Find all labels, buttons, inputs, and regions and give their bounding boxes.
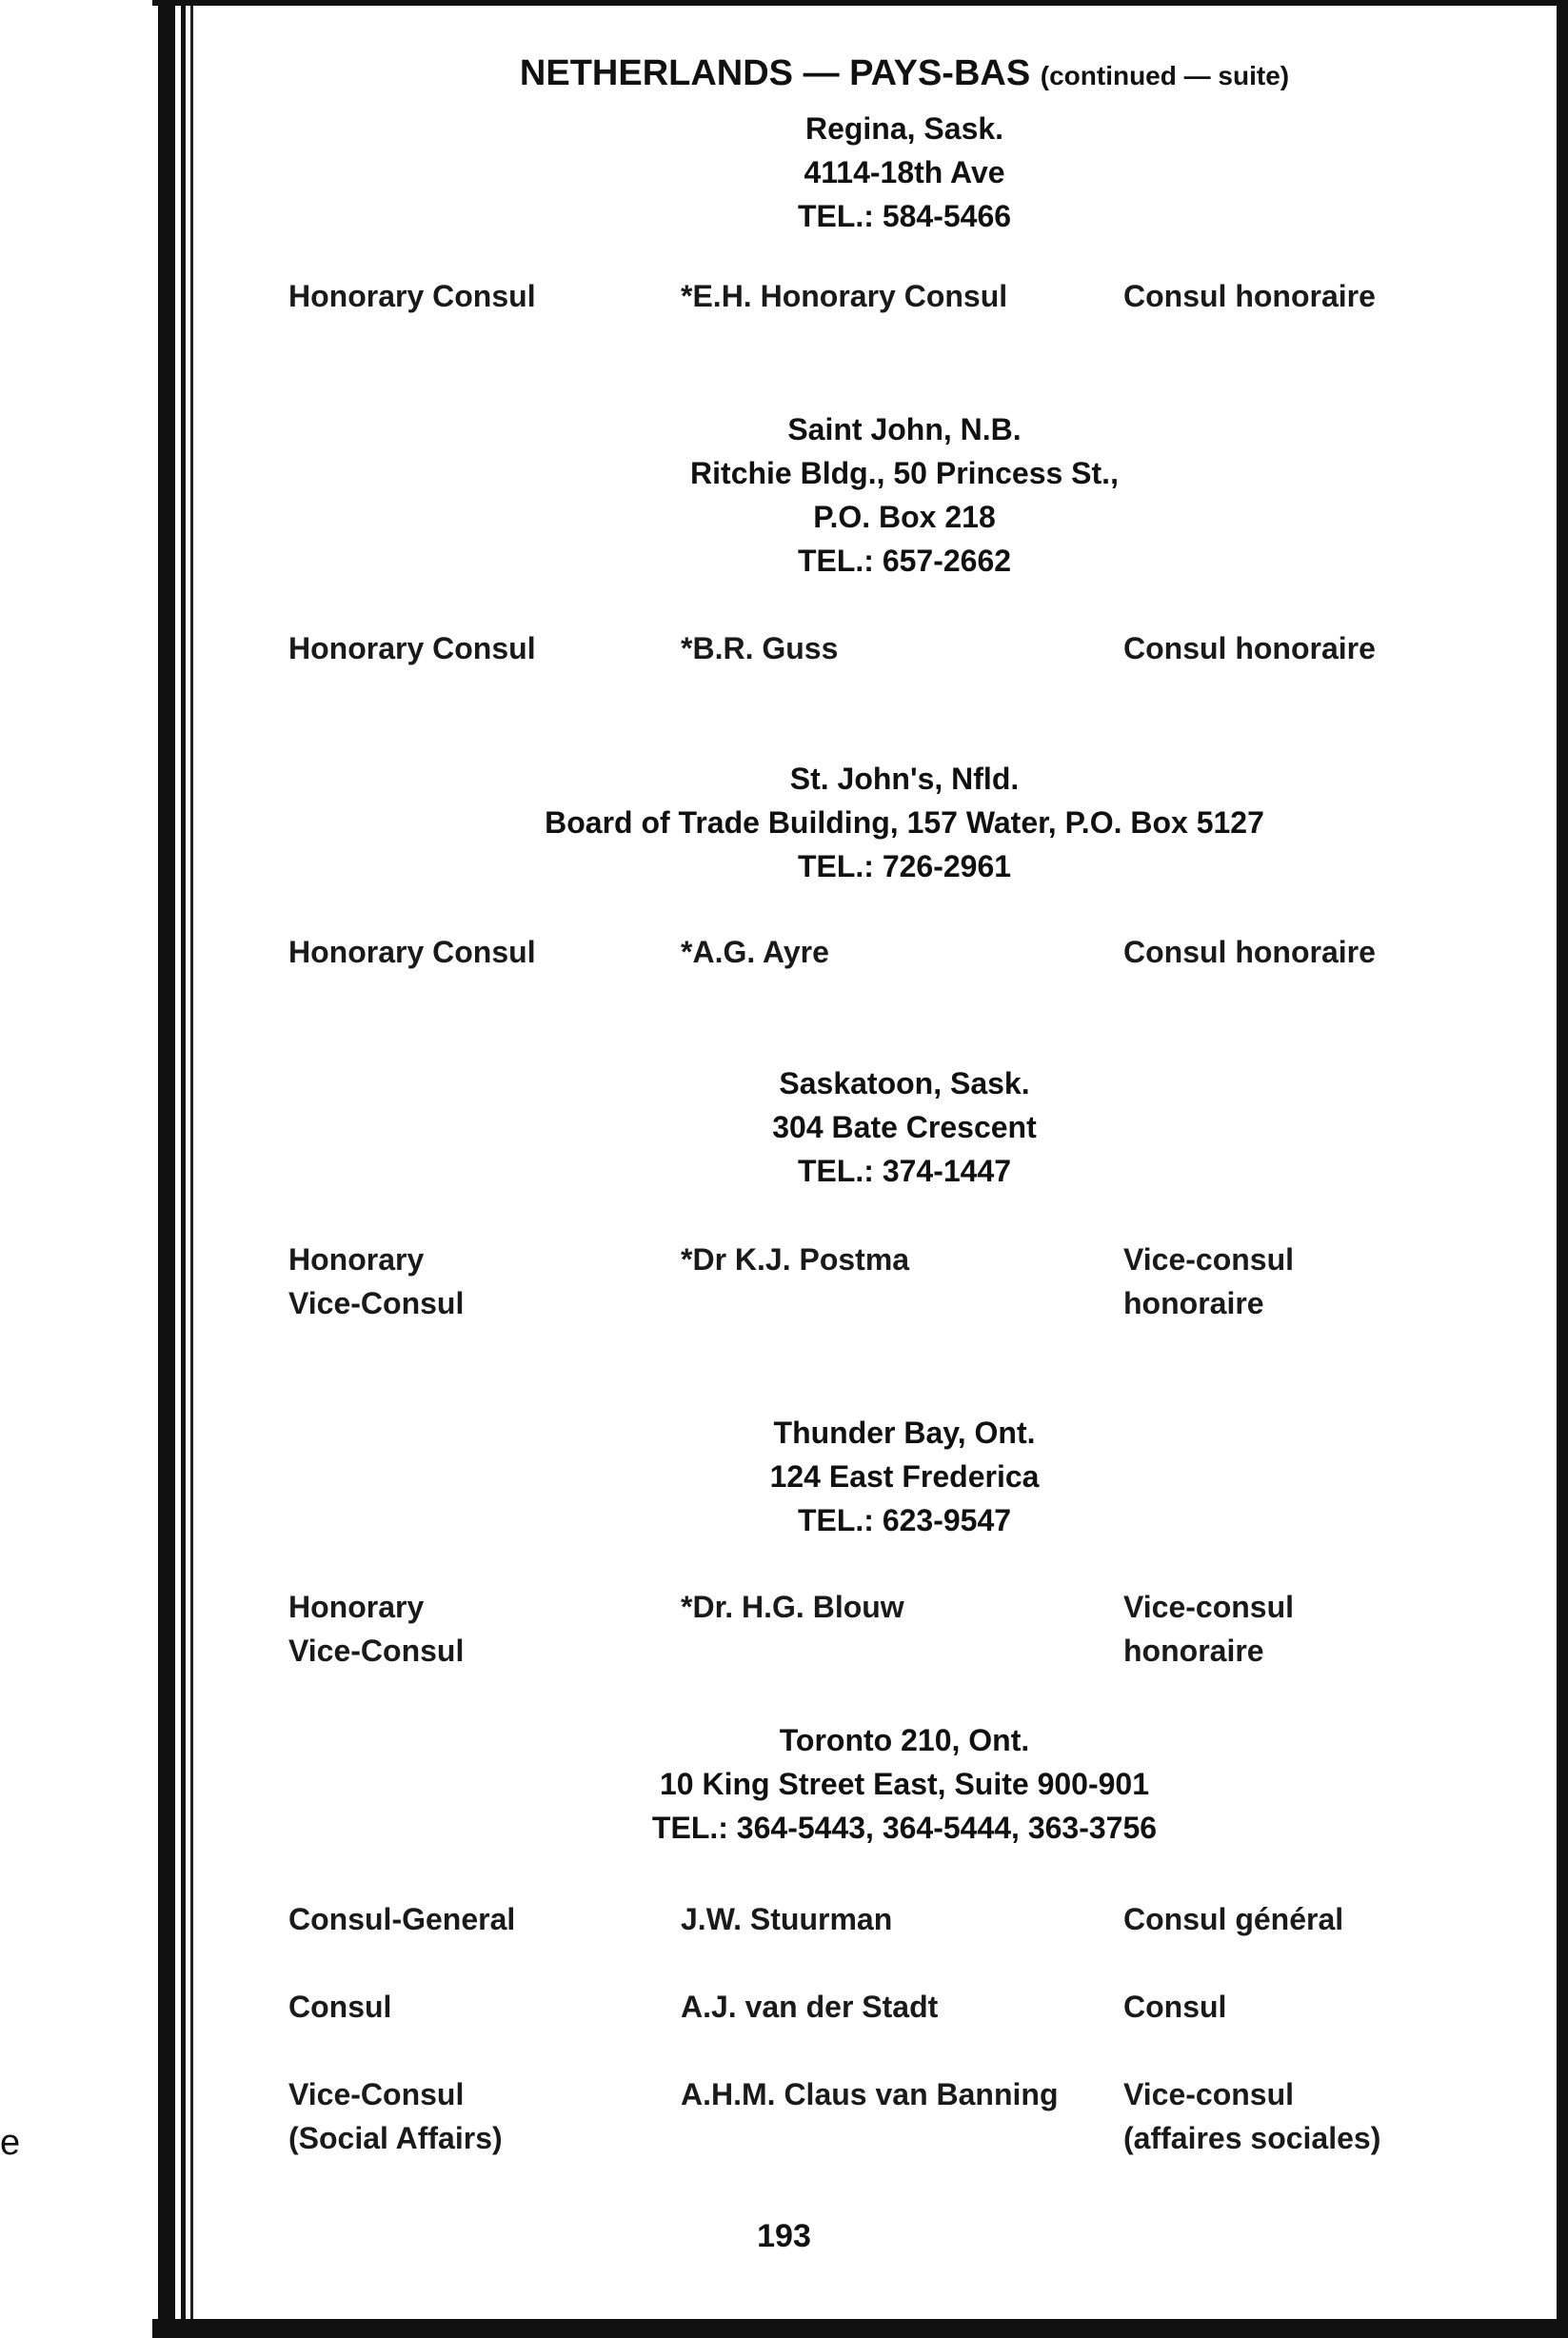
- entry-name: *Dr K.J. Postma: [681, 1242, 910, 1277]
- address-line: 4114-18th Ave: [804, 155, 1005, 189]
- section-address: [286, 1718, 1523, 1850]
- address-line: St. John's, Nfld.: [789, 762, 1020, 796]
- entry-title-en: Honorary Consul: [288, 935, 536, 969]
- entry-name: *B.R. Guss: [681, 631, 839, 665]
- heading-subtitle: (continued — suite): [1040, 61, 1290, 90]
- title-line: Vice-Consul: [288, 2077, 465, 2111]
- right-scan-edge: [1557, 0, 1568, 2338]
- section-address: [286, 107, 1523, 238]
- title-line: Vice-Consul: [288, 1634, 465, 1668]
- entry-title-fr: Consul honoraire: [1123, 935, 1376, 969]
- address-line: Saskatoon, Sask.: [779, 1066, 1030, 1100]
- page-number: 193: [757, 2218, 811, 2254]
- binding-bar: [181, 0, 186, 2338]
- address-line: Board of Trade Building, 157 Water, P.O. Box 5127: [545, 805, 1264, 840]
- heading-title: NETHERLANDS — PAYS-BAS: [519, 53, 1031, 93]
- address-line: TEL.: 364-5443, 364-5444, 363-3756: [651, 1811, 1158, 1845]
- entry-name: A.J. van der Stadt: [681, 1990, 939, 2024]
- address-line: Ritchie Bldg., 50 Princess St.,: [690, 456, 1119, 490]
- entry-title-en: Consul-General: [288, 1902, 516, 1936]
- address-line: 124 East Frederica: [769, 1459, 1040, 1494]
- title-line: Vice-consul: [1123, 1242, 1295, 1277]
- entry-title-fr: [1123, 1238, 1523, 1325]
- section-address: [286, 1061, 1523, 1193]
- entry-title-en: Honorary Consul: [288, 631, 536, 665]
- entry-title-en: [288, 1585, 650, 1673]
- address-line: TEL.: 657-2662: [797, 544, 1012, 578]
- entry-title-en: Consul: [288, 1990, 392, 2024]
- entry-title-fr: Consul général: [1123, 1902, 1344, 1936]
- binding-bar: [158, 0, 175, 2338]
- section-address: [286, 407, 1523, 583]
- address-line: P.O. Box 218: [813, 500, 996, 534]
- title-line: Vice-Consul: [288, 1286, 465, 1320]
- margin-letter: e: [0, 2123, 21, 2163]
- address-line: TEL.: 726-2961: [797, 849, 1012, 883]
- address-line: 304 Bate Crescent: [772, 1110, 1037, 1144]
- address-line: Regina, Sask.: [804, 111, 1004, 146]
- entry-title-fr: Consul: [1123, 1990, 1227, 2024]
- entry-title-en: [288, 1238, 650, 1325]
- bottom-scan-edge: [152, 2319, 1568, 2338]
- title-line: (affaires sociales): [1123, 2121, 1381, 2155]
- title-line: honoraire: [1123, 1286, 1264, 1320]
- entry-title-fr: Consul honoraire: [1123, 631, 1376, 665]
- entry-name: *A.G. Ayre: [681, 935, 829, 969]
- entry-title-fr: [1123, 2072, 1523, 2160]
- binding-bar: [190, 0, 193, 2338]
- address-line: Thunder Bay, Ont.: [773, 1416, 1036, 1450]
- section-address: [286, 757, 1523, 888]
- address-line: Saint John, N.B.: [787, 412, 1022, 446]
- title-line: (Social Affairs): [288, 2121, 503, 2155]
- page-heading: [286, 53, 1523, 94]
- address-line: 10 King Street East, Suite 900-901: [660, 1767, 1149, 1801]
- entry-title-en: [288, 2072, 650, 2160]
- title-line: Vice-consul: [1123, 1590, 1295, 1624]
- title-line: Honorary: [288, 1242, 425, 1277]
- top-scan-edge: [152, 0, 1568, 6]
- entry-name: *E.H. Honorary Consul: [681, 279, 1008, 313]
- entry-title-en: Honorary Consul: [288, 279, 536, 313]
- address-line: Toronto 210, Ont.: [779, 1723, 1030, 1757]
- address-line: TEL.: 584-5466: [797, 199, 1012, 233]
- title-line: Vice-consul: [1123, 2077, 1295, 2111]
- entry-title-fr: [1123, 1585, 1523, 1673]
- title-line: honoraire: [1123, 1634, 1264, 1668]
- section-address: [286, 1411, 1523, 1542]
- entry-name: J.W. Stuurman: [681, 1902, 893, 1936]
- left-margin: [0, 0, 152, 2338]
- title-line: Honorary: [288, 1590, 425, 1624]
- entry-title-fr: Consul honoraire: [1123, 279, 1376, 313]
- entry-name: A.H.M. Claus van Banning: [681, 2077, 1059, 2111]
- entry-name: *Dr. H.G. Blouw: [681, 1590, 904, 1624]
- address-line: TEL.: 374-1447: [797, 1154, 1012, 1188]
- address-line: TEL.: 623-9547: [797, 1503, 1012, 1537]
